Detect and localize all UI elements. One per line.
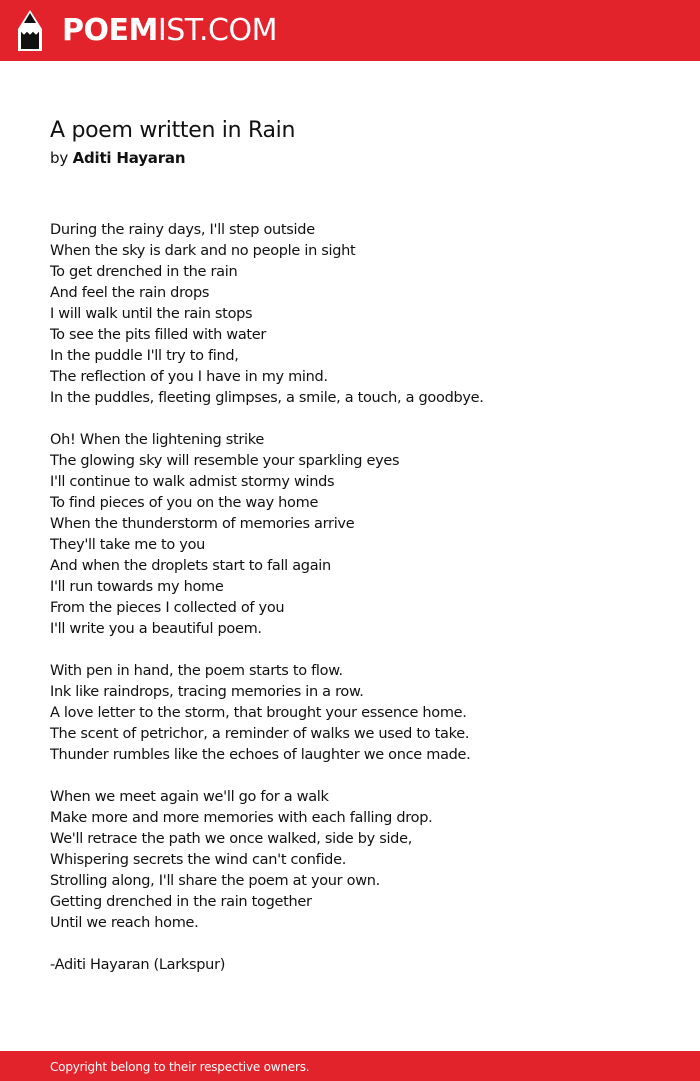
- poem-line: And feel the rain drops: [50, 285, 210, 301]
- poem-line: A love letter to the storm, that brought your essence home.: [50, 705, 467, 721]
- poem-line: When the thunderstorm of memories arrive: [50, 516, 355, 532]
- poem-line: In the puddle I'll try to find,: [50, 348, 239, 364]
- poem-line: To see the pits filled with water: [50, 327, 267, 343]
- poem-line: To get drenched in the rain: [50, 264, 238, 280]
- site-logo[interactable]: [62, 11, 277, 51]
- poem-line: The glowing sky will resemble your sparkling eyes: [50, 453, 400, 469]
- stanza: [50, 787, 670, 934]
- poem-signature: -Aditi Hayaran (Larkspur): [50, 957, 226, 973]
- author-name: Aditi Hayaran: [72, 149, 186, 167]
- poem-line: They'll take me to you: [50, 537, 206, 553]
- poem-line: Strolling along, I'll share the poem at your own.: [50, 873, 380, 889]
- pencil-tip-icon[interactable]: [17, 9, 43, 52]
- copyright-text: Copyright belong to their respective owners.: [50, 1060, 310, 1074]
- poem-body: [50, 220, 670, 976]
- poem-line: The reflection of you I have in my mind.: [50, 369, 328, 385]
- poem-content: [50, 116, 670, 976]
- poem-line: I'll continue to walk admist stormy winds: [50, 474, 335, 490]
- poem-line: Whispering secrets the wind can't confide.: [50, 852, 347, 868]
- poem-line: Thunder rumbles like the echoes of laughter we once made.: [50, 747, 471, 763]
- poem-line: In the puddles, fleeting glimpses, a smile, a touch, a goodbye.: [50, 390, 484, 406]
- poem-line: When we meet again we'll go for a walk: [50, 789, 329, 805]
- logo-light-text: IST.COM: [157, 13, 277, 48]
- by-label: by: [50, 149, 68, 167]
- poem-line: Ink like raindrops, tracing memories in a row.: [50, 684, 364, 700]
- poem-line: Getting drenched in the rain together: [50, 894, 312, 910]
- poem-line: And when the droplets start to fall again: [50, 558, 331, 574]
- site-footer: [0, 1051, 700, 1081]
- stanza: [50, 430, 670, 640]
- poem-line: I'll run towards my home: [50, 579, 224, 595]
- stanza: [50, 661, 670, 766]
- poem-line: To find pieces of you on the way home: [50, 495, 319, 511]
- poem-line: With pen in hand, the poem starts to flow.: [50, 663, 343, 679]
- poem-line: When the sky is dark and no people in sight: [50, 243, 356, 259]
- site-header: [0, 0, 700, 61]
- poem-line: Oh! When the lightening strike: [50, 432, 264, 448]
- stanza: [50, 220, 670, 409]
- poem-line: We'll retrace the path we once walked, side by side,: [50, 831, 413, 847]
- poem-line: From the pieces I collected of you: [50, 600, 285, 616]
- poem-line: I'll write you a beautiful poem.: [50, 621, 262, 637]
- poem-line: The scent of petrichor, a reminder of walks we used to take.: [50, 726, 470, 742]
- poem-line: Until we reach home.: [50, 915, 199, 931]
- poem-line: I will walk until the rain stops: [50, 306, 253, 322]
- poem-line: During the rainy days, I'll step outside: [50, 222, 315, 238]
- poem-title: A poem written in Rain: [50, 118, 296, 143]
- logo-bold-text: POEM: [62, 13, 158, 48]
- poem-line: Make more and more memories with each falling drop.: [50, 810, 433, 826]
- byline: [50, 148, 670, 168]
